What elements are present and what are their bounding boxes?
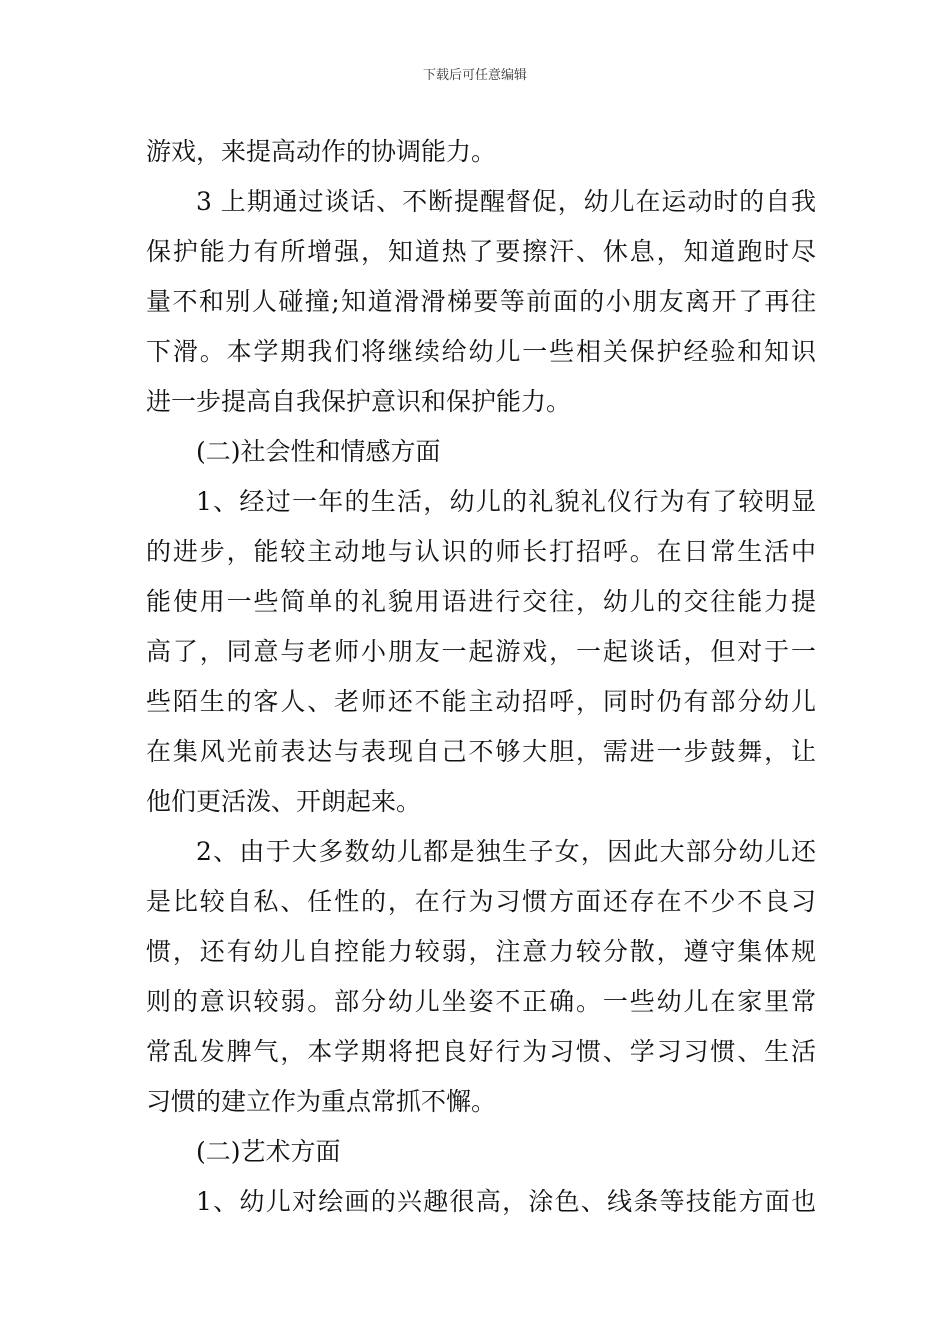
text-line: 的进步，能较主动地与认识的师长打招呼。在日常生活中 xyxy=(146,537,816,566)
text-line: 游戏，来提高动作的协调能力。 xyxy=(146,137,497,166)
text-line: 则的意识较弱。部分幼儿坐姿不正确。一些幼儿在家里常 xyxy=(146,987,816,1016)
text-line: (二)社会性和情感方面 xyxy=(196,437,441,466)
text-line: 惯，还有幼儿自控能力较弱，注意力较分散，遵守集体规 xyxy=(146,937,816,966)
text-line: 1、幼儿对绘画的兴趣很高，涂色、线条等技能方面也 xyxy=(196,1187,816,1216)
text-line: 是比较自私、任性的，在行为习惯方面还存在不少不良习 xyxy=(146,887,816,916)
text-line: 量不和别人碰撞;知道滑滑梯要等前面的小朋友离开了再往 xyxy=(146,287,816,316)
text-line: (二)艺术方面 xyxy=(196,1137,341,1166)
document-body xyxy=(146,127,816,1227)
text-line: 下滑。本学期我们将继续给幼儿一些相关保护经验和知识 xyxy=(146,337,816,366)
text-line: 3 上期通过谈话、不断提醒督促，幼儿在运动时的自我 xyxy=(196,187,816,216)
text-line: 进一步提高自我保护意识和保护能力。 xyxy=(146,387,572,416)
text-line: 能使用一些简单的礼貌用语进行交往，幼儿的交往能力提 xyxy=(146,587,816,616)
text-line: 在集风光前表达与表现自己不够大胆，需进一步鼓舞，让 xyxy=(146,737,816,766)
text-line: 保护能力有所增强，知道热了要擦汗、休息，知道跑时尽 xyxy=(146,237,816,266)
page-header: 下载后可任意编辑 xyxy=(422,68,527,83)
text-line: 高了，同意与老师小朋友一起游戏，一起谈话，但对于一 xyxy=(146,637,816,666)
text-line: 习惯的建立作为重点常抓不懈。 xyxy=(146,1087,497,1116)
text-line: 2、由于大多数幼儿都是独生子女，因此大部分幼儿还 xyxy=(196,837,816,866)
text-line: 他们更活泼、开朗起来。 xyxy=(146,787,422,816)
text-line: 常乱发脾气，本学期将把良好行为习惯、学习习惯、生活 xyxy=(146,1037,816,1066)
text-line: 些陌生的客人、老师还不能主动招呼，同时仍有部分幼儿 xyxy=(146,687,816,716)
text-line: 1、经过一年的生活，幼儿的礼貌礼仪行为有了较明显 xyxy=(196,487,816,516)
